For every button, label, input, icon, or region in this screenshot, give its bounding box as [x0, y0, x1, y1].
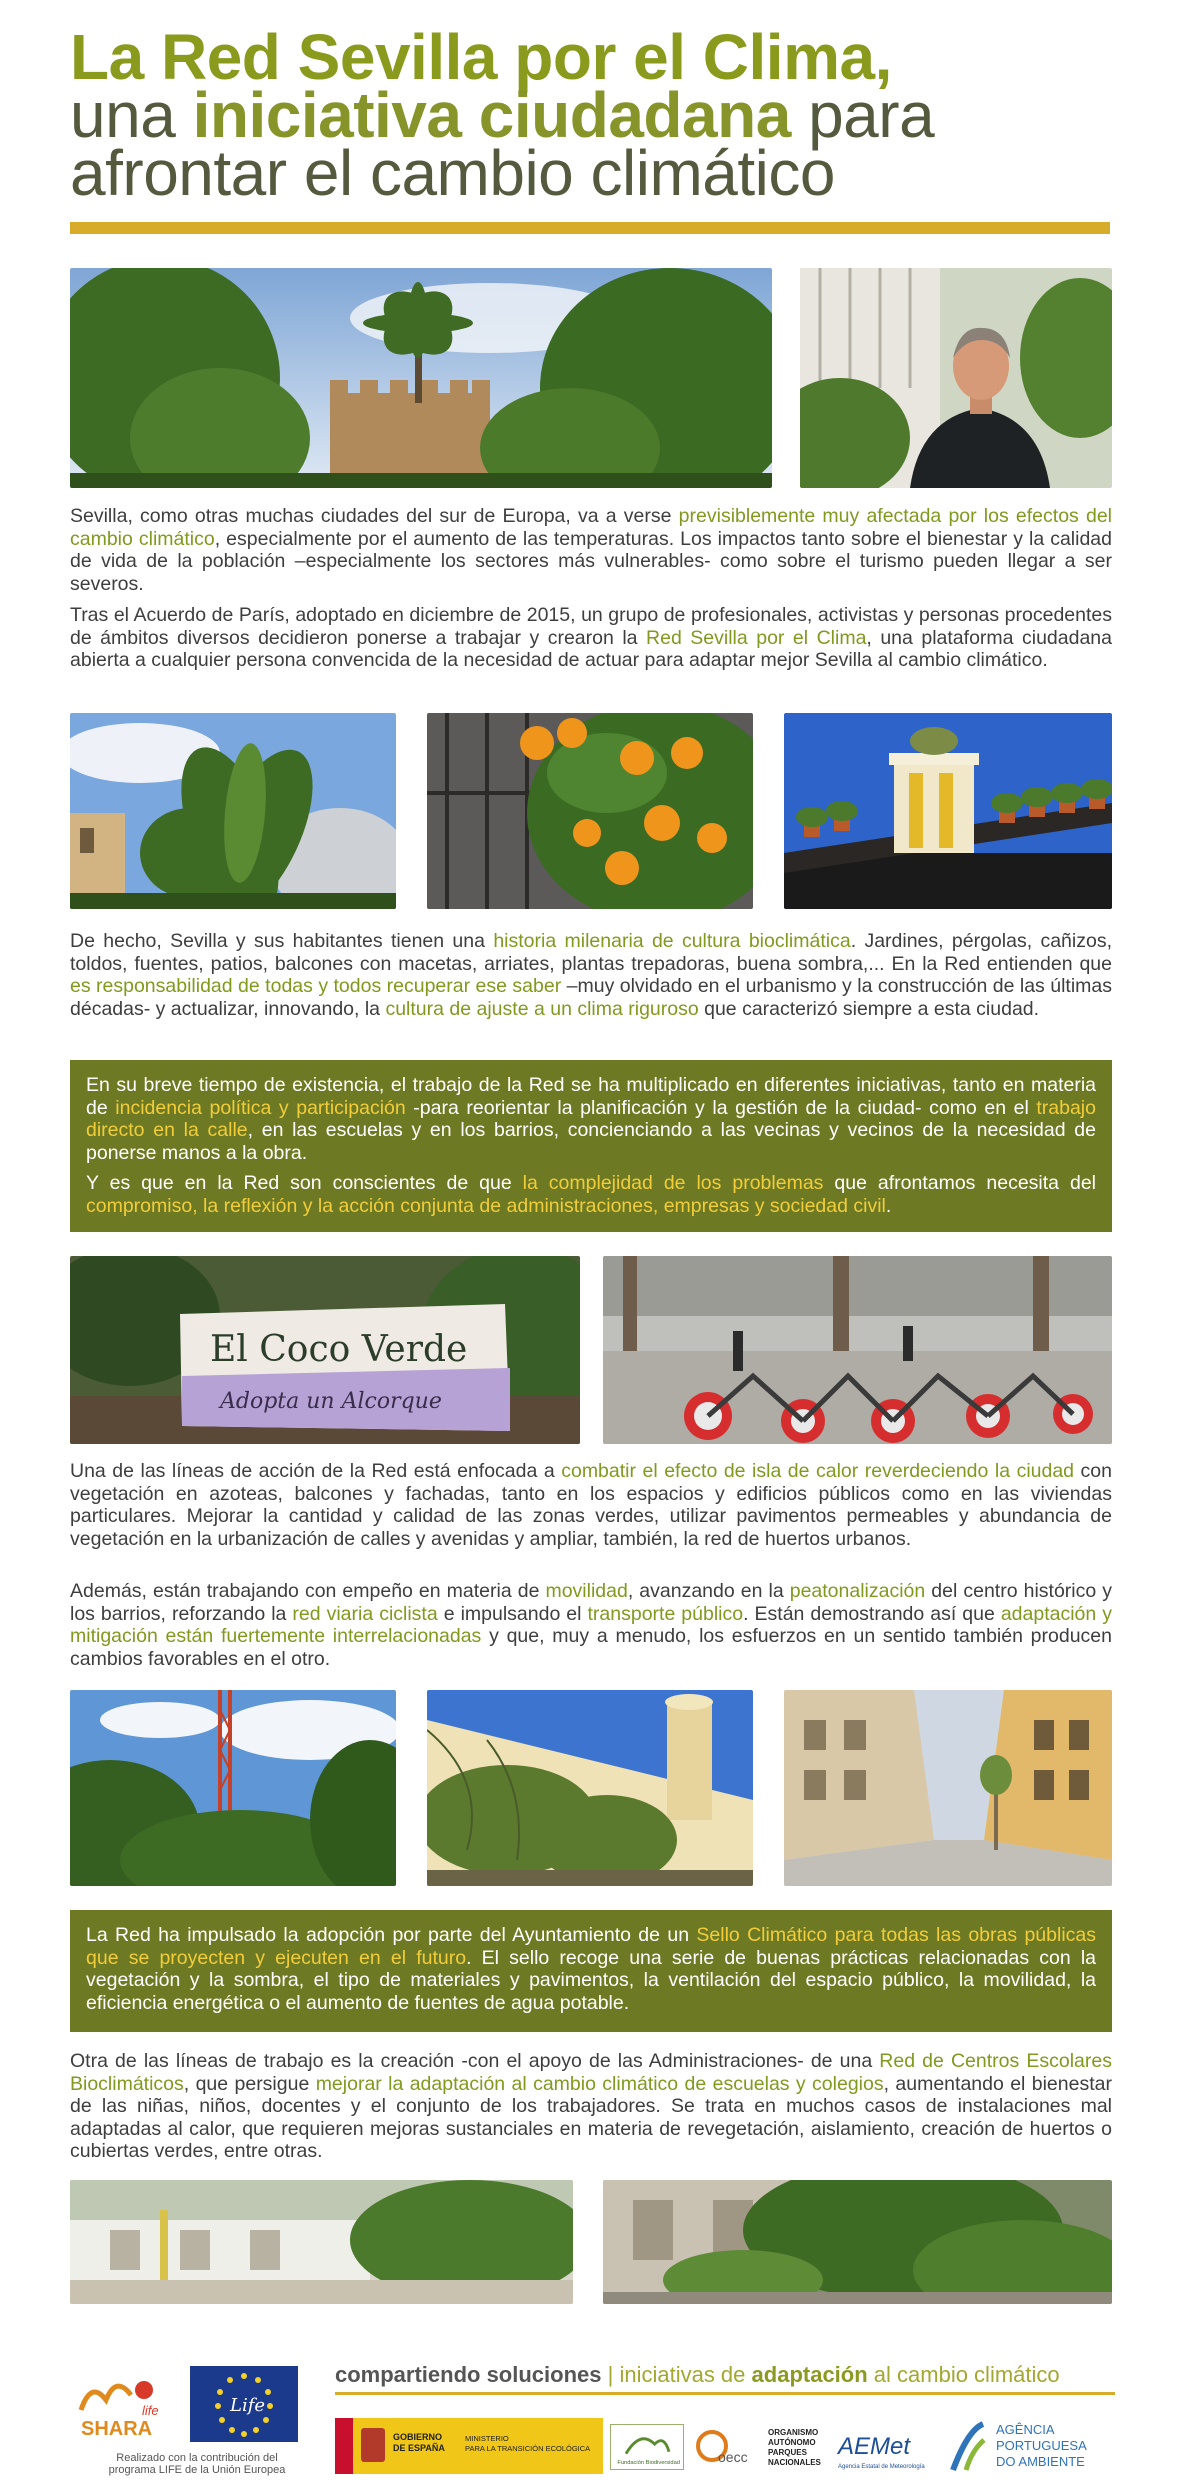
credit-line-2: programa LIFE de la Unión Europea [108, 2464, 286, 2476]
paragraph-intro-effects [70, 505, 1112, 595]
p5-highlight-2: peatonalización [789, 1580, 926, 1602]
apa-line-2: PORTUGUESA [996, 2438, 1087, 2453]
title-line-1 [70, 21, 1120, 93]
box1-text-b2: que afrontamos necesita del [823, 1172, 1096, 1194]
p5-text-3: del centro histórico y los barrios, reforzando la [70, 1580, 1112, 1625]
gob-line-2: DE ESPAÑA [393, 2443, 445, 2453]
photo-crane-trees [70, 1690, 396, 1886]
life-credit [92, 2452, 302, 2476]
photo-bike-sharing [603, 1256, 1112, 1444]
aemet-logo [836, 2424, 932, 2474]
p5-text-1: Además, están trabajando con empeño en materia de [70, 1580, 546, 1602]
p4-highlight-1: combatir el efecto de isla de calor reverdeciendo la ciudad [561, 1460, 1075, 1482]
title-block [70, 21, 1120, 209]
share-life-logo [76, 2370, 166, 2442]
aemet-subtext: Agencia Estatal de Meteorología [838, 2464, 925, 2470]
apa-line-1: AGÊNCIA [996, 2422, 1055, 2437]
photo-water-tower-vines [427, 1690, 753, 1886]
title-underline [70, 222, 1110, 234]
footer-tag-separator: | [601, 2362, 620, 2387]
p3-text-1: De hecho, Sevilla y sus habitantes tienen una [70, 930, 494, 952]
footer-underline [335, 2392, 1115, 2395]
p5-text-6: y que, muy a menudo, los esfuerzos en un sentido también producen cambios favorables en el otro. [70, 1625, 1113, 1670]
title-line-2-pre: una [70, 79, 193, 151]
apa-logo [948, 2420, 1118, 2476]
highlight-box-initiatives [70, 1060, 1112, 1232]
p6-text-1: Otra de las líneas de trabajo es la creación -con el apoyo de las Administraciones- de una [70, 2050, 880, 2072]
photo-balcony-pots [784, 713, 1112, 909]
box2-text-2: . El sello recoge una serie de buenas prácticas relacionadas con la vegetación y la sombra, el tipo de materiales y pavimentos, la ventilación del espacio público, la movilidad, la eficiencia energética o el aumento de fuentes de agua potable. [86, 1946, 1097, 2014]
p2-text-1: Tras el Acuerdo de París, adoptado en diciembre de 2015, un grupo de profesionales, activistas y personas procedentes de ámbitos diversos decidieron ponerse a trabajar y crearon la [70, 604, 1112, 649]
box1-highlight-a1: incidencia política y participación [115, 1096, 406, 1119]
paragraph-bioclimatic-history [70, 930, 1112, 1020]
credit-line-1: Realizado con la contribución del [116, 2452, 278, 2464]
p3-text-4: que caracterizó siempre a esta ciudad. [698, 997, 1040, 1020]
box1-highlight-a2: trabajo directo en la calle [86, 1096, 1096, 1141]
highlight-box-climate-seal [70, 1910, 1112, 2032]
share-life-word: life [142, 2403, 159, 2418]
p3-text-2: . Jardines, pérgolas, cañizos, toldos, fuentes, patios, balcones con macetas, arriates, plantas trepadoras, buena sombra,... En la Red entienden que [70, 930, 1112, 975]
gobierno-text [393, 2432, 445, 2454]
box2-text-1: La Red ha impulsado la adopción por parte del Ayuntamiento de un [86, 1924, 697, 1946]
apa-text [996, 2422, 1087, 2470]
p1-text-2: , especialmente por el aumento de las temperaturas. Los impactos tanto sobre el bienestar y la calidad de vida de la población –especialmente los sectores más vulnerables- como sobre el turismo pueden llegar a ser severos. [70, 527, 1112, 595]
box2-highlight-1: Sello Climático para todas las obras públicas que se proyecten y ejecuten en el futuro [86, 1924, 1097, 1969]
title-line-2-post: para [790, 79, 935, 151]
parques-line-1: ORGANISMO [768, 2428, 819, 2437]
p3-highlight-3: cultura de ajuste a un clima riguroso [385, 997, 699, 1020]
sign-title-text: El Coco Verde [210, 1329, 468, 1370]
p4-text-1: Una de las líneas de acción de la Red está enfocada a [70, 1460, 562, 1482]
ministry-line-2: PARA LA TRANSICIÓN ECOLÓGICA [465, 2444, 591, 2453]
parques-nacionales-logo [768, 2428, 821, 2468]
photo-palm-and-wall [70, 268, 772, 488]
p5-highlight-5: adaptación y mitigación están fuertemente interrelacionadas [70, 1602, 1112, 1647]
oecc-logo [694, 2424, 760, 2470]
photo-pedestrian-street [784, 1690, 1112, 1886]
oecc-text: oecc [718, 2449, 748, 2465]
box1-highlight-b1: la complejidad de los problemas [522, 1172, 824, 1194]
p5-text-4: e impulsando el [437, 1602, 588, 1625]
title-line-2-bold: iniciativa ciudadana [192, 79, 791, 151]
photo-portrait-man [800, 268, 1112, 488]
p1-highlight-1: previsiblemente muy afectada por los efectos del cambio climático [70, 505, 1112, 550]
eu-life-logo [190, 2366, 298, 2442]
p6-highlight-1: Red de Centros Escolares Bioclimáticos [70, 2050, 1112, 2095]
paragraph-mobility [70, 1580, 1112, 1670]
box1-paragraph-2 [86, 1172, 1096, 1217]
photo-courtyard-garden [603, 2180, 1112, 2304]
gob-line-1: GOBIERNO [393, 2432, 443, 2442]
ministry-text [465, 2434, 590, 2454]
biodiversidad-logo [610, 2424, 684, 2470]
photo-school-yard [70, 2180, 573, 2304]
paragraph-paris-agreement [70, 604, 1112, 672]
ministry-line-1: MINISTERIO [465, 2434, 509, 2443]
p2-highlight-1: Red Sevilla por el Clima [646, 626, 867, 649]
coat-of-arms-icon [361, 2428, 385, 2462]
p4-text-2: con vegetación en azoteas, balcones y fachadas, tanto en los espacios y edificios públicos como en las viviendas particulares. Mejorar la cantidad y calidad de las zonas verdes, utilizar pavimentos permeables y abundancia de vegetación en la urbanización de calles y avenidas y ampliar, también, la red de huertos urbanos. [70, 1460, 1112, 1550]
box1-text-a2: -para reorientar la planificación y la gestión de la ciudad- como en el [405, 1096, 1037, 1119]
box1-text-a1: En su breve tiempo de existencia, el trabajo de la Red se ha multiplicado en diferentes iniciativas, tanto en materia de [86, 1074, 1096, 1119]
share-word: SHARA [81, 2418, 153, 2440]
title-line-2 [70, 79, 1120, 151]
p5-highlight-4: transporte público [587, 1602, 744, 1625]
parques-line-4: NACIONALES [768, 2458, 821, 2467]
footer-tag-adapt: adaptación [751, 2362, 868, 2387]
box1-text-b3: . [885, 1194, 892, 1217]
biodiversidad-text: Fundación Biodiversidad [617, 2460, 680, 2467]
gobierno-espana-logo [335, 2418, 603, 2474]
p5-highlight-3: red viaria ciclista [292, 1602, 438, 1625]
p5-highlight-1: movilidad [545, 1580, 628, 1602]
life-logo-text: Life [230, 2395, 266, 2416]
p5-text-2: , avanzando en la [627, 1580, 790, 1602]
title-line-1-text: La Red Sevilla por el Clima, [70, 21, 892, 93]
p6-text-3: , aumentando el bienestar de las niñas, niños, docentes y el conjunto de los trabajadores. Se trata en muchos casos de instalaciones mal adaptadas al calor, que requieren mejoras sustanciales en materia de revegetación, aislamiento, creación de huertos o cubiertas verdes, entre otras. [70, 2072, 1112, 2162]
p3-highlight-1: historia milenaria de cultura bioclimática [493, 930, 851, 952]
box1-highlight-b2: compromiso, la reflexión y la acción conjunta de administraciones, empresas y sociedad civil [86, 1194, 886, 1217]
p1-text-1: Sevilla, como otras muchas ciudades del sur de Europa, va a verse [70, 505, 679, 527]
p3-text-3: –muy olvidado en el urbanismo y la construcción de las últimas décadas- y actualizar, innovando, la [70, 975, 1113, 1020]
footer-tag-bold: compartiendo soluciones [335, 2362, 602, 2387]
aemet-text: AEMet [838, 2433, 911, 2460]
spain-flag-stripe [335, 2418, 353, 2474]
photo-palm-garden [70, 713, 396, 909]
parques-line-2: AUTÓNOMO [768, 2438, 816, 2447]
title-line-3 [70, 137, 1120, 209]
parques-line-3: PARQUES [768, 2448, 807, 2457]
paragraph-bioclimatic-schools [70, 2050, 1112, 2163]
p6-highlight-2: mejorar la adaptación al cambio climático de escuelas y colegios [315, 2072, 884, 2095]
footer-tag-mid: iniciativas de [619, 2362, 752, 2387]
box1-text-b1: Y es que en la Red son conscientes de que [86, 1172, 523, 1194]
apa-line-3: DO AMBIENTE [996, 2454, 1085, 2469]
title-line-3-text: afrontar el cambio climático [70, 137, 835, 209]
footer-tag-end: al cambio climático [867, 2362, 1060, 2387]
photo-coco-verde-sign [70, 1256, 580, 1444]
sign-subtitle-text: Adopta un Alcorque [220, 1389, 442, 1414]
footer-tagline [335, 2362, 1060, 2388]
box1-text-a3: , en las escuelas y en los barrios, concienciando a las vecinas y vecinos de la necesidad de ponerse manos a la obra. [86, 1119, 1096, 1164]
photo-orange-tree [427, 713, 753, 909]
p6-text-2: , que persigue [183, 2072, 316, 2095]
p2-text-2: , una plataforma ciudadana abierta a cualquier persona convencida de la necesidad de actuar para adaptar mejor Sevilla al cambio climático. [70, 626, 1112, 671]
box1-paragraph-1 [86, 1074, 1096, 1164]
p3-highlight-2: es responsabilidad de todas y todos recuperar ese saber [70, 975, 562, 997]
box2-paragraph [86, 1924, 1096, 2014]
paragraph-heat-island [70, 1460, 1112, 1550]
p5-text-5: . Están demostrando así que [743, 1602, 1001, 1625]
